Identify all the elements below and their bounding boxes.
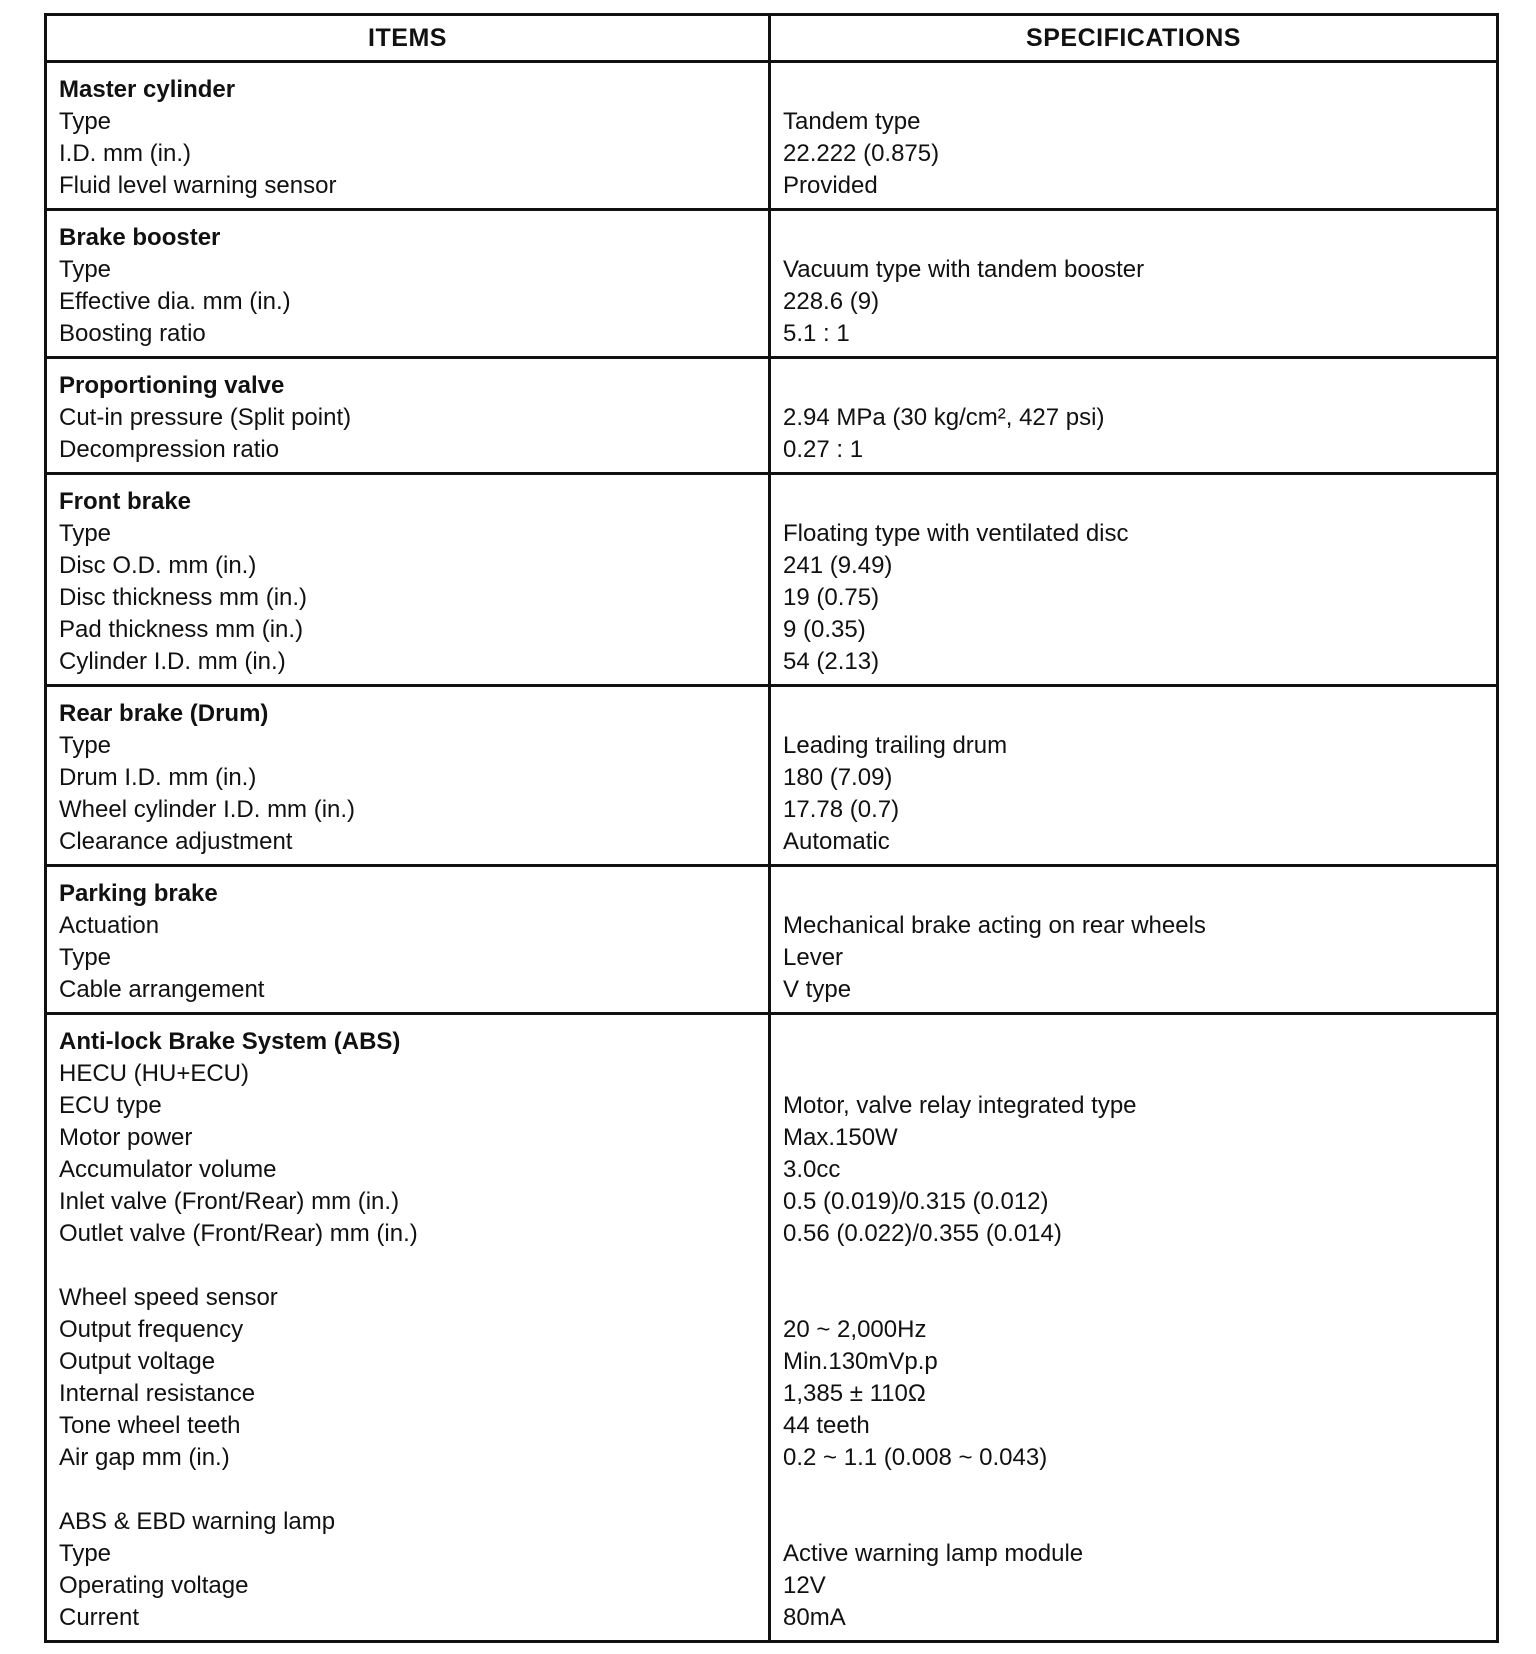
spec-value: Mechanical brake acting on rear wheels bbox=[783, 912, 1206, 939]
spec-value: 9 (0.35) bbox=[783, 616, 866, 643]
spec-group-row bbox=[46, 686, 1498, 866]
item-label: Outlet valve (Front/Rear) mm (in.) bbox=[59, 1220, 418, 1247]
item-label: Disc thickness mm (in.) bbox=[59, 584, 308, 611]
item-label: Operating voltage bbox=[59, 1572, 249, 1599]
item-label: Type bbox=[59, 732, 112, 759]
specifications-cell bbox=[770, 866, 1498, 1014]
item-label: Disc O.D. mm (in.) bbox=[59, 552, 257, 579]
item-label: Wheel speed sensor bbox=[59, 1284, 278, 1311]
spec-value: Floating type with ventilated disc bbox=[783, 520, 1129, 547]
items-cell bbox=[46, 210, 770, 358]
item-label: Boosting ratio bbox=[59, 320, 206, 347]
item-label: HECU (HU+ECU) bbox=[59, 1060, 250, 1087]
item-label: Cylinder I.D. mm (in.) bbox=[59, 648, 286, 675]
spec-value: 0.5 (0.019)/0.315 (0.012) bbox=[783, 1188, 1049, 1215]
spec-value: 5.1 : 1 bbox=[783, 320, 850, 347]
spec-value: 2.94 MPa (30 kg/cm², 427 psi) bbox=[783, 404, 1105, 431]
specifications-cell bbox=[770, 358, 1498, 474]
specifications-cell bbox=[770, 62, 1498, 210]
item-label: Wheel cylinder I.D. mm (in.) bbox=[59, 796, 356, 823]
item-label: Type bbox=[59, 520, 112, 547]
spec-value: 0.2 ~ 1.1 (0.008 ~ 0.043) bbox=[783, 1444, 1048, 1471]
spec-group-row bbox=[46, 1014, 1498, 1642]
specifications-cell bbox=[770, 1014, 1498, 1642]
items-cell bbox=[46, 686, 770, 866]
spec-value: Leading trailing drum bbox=[783, 732, 1008, 759]
spec-value: 19 (0.75) bbox=[783, 584, 880, 611]
spec-value: 0.27 : 1 bbox=[783, 436, 864, 463]
item-label: ECU type bbox=[59, 1092, 162, 1119]
group-title: Proportioning valve bbox=[59, 372, 285, 399]
item-label: Air gap mm (in.) bbox=[59, 1444, 230, 1471]
spec-value: 12V bbox=[783, 1572, 826, 1599]
spec-value: Active warning lamp module bbox=[783, 1540, 1084, 1567]
item-label: Clearance adjustment bbox=[59, 828, 293, 855]
group-title: Anti-lock Brake System (ABS) bbox=[59, 1028, 401, 1055]
item-label: Tone wheel teeth bbox=[59, 1412, 241, 1439]
spec-value: 20 ~ 2,000Hz bbox=[783, 1316, 927, 1343]
group-title: Brake booster bbox=[59, 224, 221, 251]
spec-value: 180 (7.09) bbox=[783, 764, 893, 791]
spec-value bbox=[783, 1474, 1486, 1506]
specifications-cell bbox=[770, 210, 1498, 358]
item-label: Internal resistance bbox=[59, 1380, 256, 1407]
spec-value: 228.6 (9) bbox=[783, 288, 880, 315]
title-spacer bbox=[783, 698, 1486, 730]
specifications-body bbox=[46, 62, 1498, 1642]
spec-value: 54 (2.13) bbox=[783, 648, 880, 675]
item-label: Actuation bbox=[59, 912, 160, 939]
spec-value: 3.0cc bbox=[783, 1156, 841, 1183]
spec-value: Lever bbox=[783, 944, 844, 971]
spec-value: Vacuum type with tandem booster bbox=[783, 256, 1145, 283]
title-spacer bbox=[783, 74, 1486, 106]
spec-group-row bbox=[46, 866, 1498, 1014]
item-label: Fluid level warning sensor bbox=[59, 172, 337, 199]
item-label: I.D. mm (in.) bbox=[59, 140, 191, 167]
spec-value: 80mA bbox=[783, 1604, 846, 1631]
spec-value: V type bbox=[783, 976, 852, 1003]
item-label: Type bbox=[59, 1540, 112, 1567]
spec-value: Motor, valve relay integrated type bbox=[783, 1092, 1137, 1119]
item-label: Output frequency bbox=[59, 1316, 244, 1343]
specifications-cell bbox=[770, 474, 1498, 686]
group-title: Parking brake bbox=[59, 880, 218, 907]
item-label: Pad thickness mm (in.) bbox=[59, 616, 304, 643]
item-label: Effective dia. mm (in.) bbox=[59, 288, 291, 315]
item-label bbox=[59, 1474, 758, 1506]
item-label: Cable arrangement bbox=[59, 976, 265, 1003]
spec-group-row bbox=[46, 474, 1498, 686]
spec-value: 17.78 (0.7) bbox=[783, 796, 900, 823]
spec-group-row bbox=[46, 62, 1498, 210]
spec-value: Automatic bbox=[783, 828, 890, 855]
item-label bbox=[59, 1250, 758, 1282]
item-label: Type bbox=[59, 944, 112, 971]
items-cell bbox=[46, 866, 770, 1014]
item-label: Drum I.D. mm (in.) bbox=[59, 764, 257, 791]
item-label: Accumulator volume bbox=[59, 1156, 277, 1183]
title-spacer bbox=[783, 1026, 1486, 1058]
item-label: Cut-in pressure (Split point) bbox=[59, 404, 352, 431]
specifications-column-header: SPECIFICATIONS bbox=[770, 15, 1498, 62]
spec-value: Max.150W bbox=[783, 1124, 898, 1151]
specifications-cell bbox=[770, 686, 1498, 866]
spec-group-row bbox=[46, 358, 1498, 474]
group-title: Front brake bbox=[59, 488, 192, 515]
item-label: ABS & EBD warning lamp bbox=[59, 1508, 336, 1535]
brake-specifications-table bbox=[44, 13, 1499, 1643]
table-header-row bbox=[46, 15, 1498, 62]
spec-value: 1,385 ± 110Ω bbox=[783, 1380, 926, 1407]
spec-value: Tandem type bbox=[783, 108, 921, 135]
group-title: Master cylinder bbox=[59, 76, 236, 103]
items-cell bbox=[46, 474, 770, 686]
spec-value: Min.130mVp.p bbox=[783, 1348, 938, 1375]
spec-value: 0.56 (0.022)/0.355 (0.014) bbox=[783, 1220, 1062, 1247]
items-cell bbox=[46, 1014, 770, 1642]
items-cell bbox=[46, 62, 770, 210]
spec-value: Provided bbox=[783, 172, 878, 199]
spec-value bbox=[783, 1250, 1486, 1282]
item-label: Current bbox=[59, 1604, 140, 1631]
item-label: Motor power bbox=[59, 1124, 193, 1151]
spec-group-row bbox=[46, 210, 1498, 358]
spec-value: 22.222 (0.875) bbox=[783, 140, 940, 167]
group-title: Rear brake (Drum) bbox=[59, 700, 269, 727]
spec-value: 241 (9.49) bbox=[783, 552, 893, 579]
title-spacer bbox=[783, 370, 1486, 402]
item-label: Output voltage bbox=[59, 1348, 216, 1375]
item-label: Inlet valve (Front/Rear) mm (in.) bbox=[59, 1188, 400, 1215]
spec-value bbox=[783, 1282, 1486, 1314]
item-label: Type bbox=[59, 256, 112, 283]
items-cell bbox=[46, 358, 770, 474]
title-spacer bbox=[783, 486, 1486, 518]
title-spacer bbox=[783, 878, 1486, 910]
item-label: Type bbox=[59, 108, 112, 135]
item-label: Decompression ratio bbox=[59, 436, 280, 463]
title-spacer bbox=[783, 222, 1486, 254]
spec-value: 44 teeth bbox=[783, 1412, 870, 1439]
items-column-header: ITEMS bbox=[46, 15, 770, 62]
spec-value bbox=[783, 1506, 1486, 1538]
spec-value bbox=[783, 1058, 1486, 1090]
